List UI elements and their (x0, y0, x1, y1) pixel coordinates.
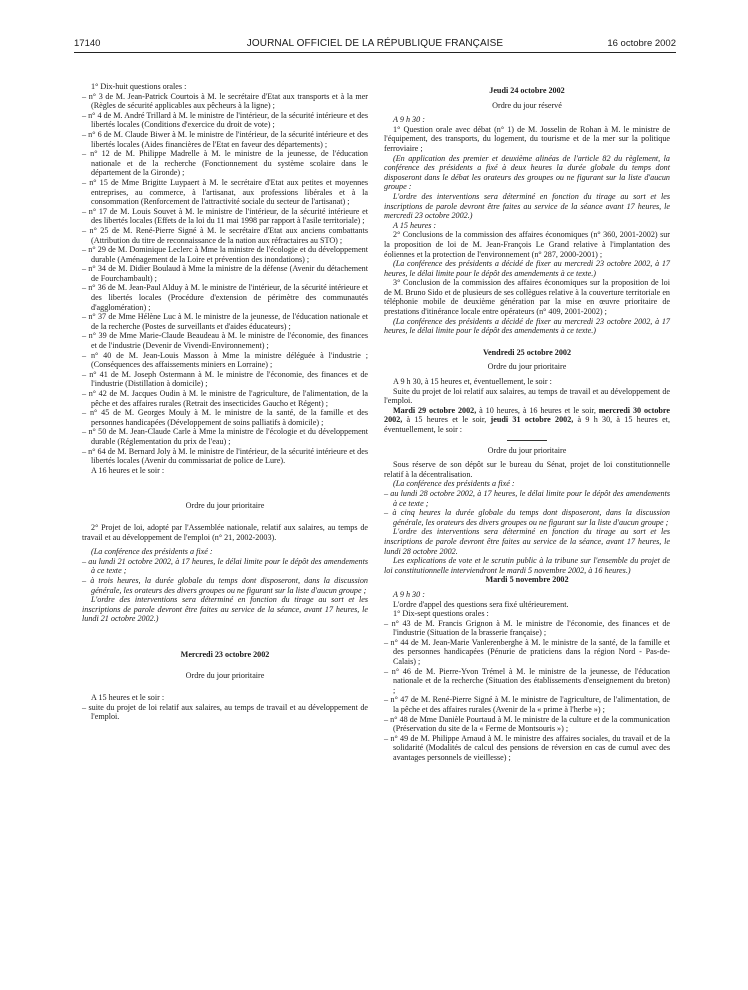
day-heading: Vendredi 25 octobre 2002 (482, 347, 572, 357)
issue-date: 16 octobre 2002 (607, 38, 676, 49)
list-item: – n° 6 de M. Claude Biwer à M. le ministre de l'intérieur, de la sécurité intérieure et des libertés locales (Aides financières de l'Etat en faveur des départements) ; (82, 129, 368, 149)
list-item: – à trois heures, la durée globale du temps dont disposeront, dans la discussion générale, les orateurs des divers groupes ou ne figurant sur la liste d'aucun groupe ; (82, 575, 368, 595)
right-column (384, 86, 670, 763)
day-label: mercredi 30 octobre 2002, (384, 405, 670, 425)
section-subtitle: Ordre du jour réservé (492, 100, 562, 110)
list-item: – n° 46 de M. Pierre-Yvon Trémel à M. le ministre de la jeunesse, de l'éducation nationale et de la recherche (Situation des établissements d'enseignement du breton) ; (384, 666, 670, 695)
application-note: (En application des premier et deuxième alinéas de l'article 82 du règlement, la conférence des présidents a fixé à deux heures la durée globale du temps dont disposeront dans le débat les orateurs des groupes ou ne figurant sur la liste d'aucun groupe : (384, 153, 670, 192)
vendredi-item: Suite du projet de loi relatif aux salaires, au temps de travail et au développement de l'emploi. (384, 386, 670, 406)
list-item: – n° 44 de M. Jean-Marie Vanlerenberghe à M. le ministre de la santé, de la famille et des personnes handicapées (Pénurie de praticiens dans la région Nord - Pas-de-Calais) ; (384, 637, 670, 667)
list-item: – n° 4 de M. André Trillard à M. le ministre de l'intérieur, de la sécurité intérieure et des libertés locales (Conditions d'exercice du droit de vote) ; (82, 110, 368, 130)
section-subtitle: Ordre du jour prioritaire (487, 445, 567, 455)
time-text: à 9 h 30, à 15 heures et, éventuellement, le soir : (384, 415, 670, 434)
conference-end: L'ordre des interventions sera déterminé en fonction du tirage au sort et les inscriptions de parole devront être faites au service de la séance, avant 17 heures, le lundi 21 octobre 2002.) (82, 595, 368, 624)
section-subtitle: Ordre du jour prioritaire (487, 362, 567, 372)
divider (507, 440, 547, 441)
reserve-depot: Sous réserve de son dépôt sur le bureau du Sénat, projet de loi constitutionnelle relatif à la décentralisation. (384, 460, 670, 479)
list-item: – au lundi 21 octobre 2002, à 17 heures, le délai limite pour le dépôt des amendements à ce texte ; (82, 556, 368, 576)
list-item: – n° 41 de M. Joseph Ostermann à M. le ministre de l'économie, des finances et de l'industrie (Distillation à domicile) ; (82, 369, 368, 389)
left-column (82, 82, 368, 722)
list-item: – n° 3 de M. Jean-Patrick Courtois à M. le secrétaire d'Etat aux transports et à la mer (Règles de sécurité applicables aux pêcheurs à la ligne) ; (82, 91, 368, 111)
list-item: – n° 50 de M. Jean-Claude Carle à Mme la ministre de l'écologie et du développement durable (Réglementation du prix de l'eau) ; (82, 427, 368, 446)
list-item: – n° 15 de Mme Brigitte Luypaert à M. le secrétaire d'Etat aux petites et moyennes entreprises, au commerce, à l'artisanat, aux professions libérales et à la consommation (Renforcement de l'attractivité sociale du secteur de l'artisanat) ; (82, 177, 368, 207)
day-label: jeudi 31 octobre 2002, (490, 415, 574, 425)
list-item: – n° 42 de M. Jacques Oudin à M. le ministre de l'agriculture, de l'alimentation, de la pêche et des affaires rurales (Retrait des insecticides Gaucho et Régent) ; (82, 389, 368, 408)
session-time: A 9 h 30 : (393, 115, 425, 125)
list-item: – n° 17 de M. Louis Souvet à M. le ministre de l'intérieur, de la sécurité intérieure et des libertés locales (Effets de la loi du 11 mai 1998 par rapport à l'asile territoriale) ; (82, 206, 368, 226)
time-text: à 15 heures et le soir, (402, 415, 491, 425)
day-label: Mardi 29 octobre 2002, (393, 405, 477, 415)
list-item: – n° 43 de M. Francis Grignon à M. le ministre de l'économie, des finances et de l'industrie (Situation de la brasserie française) ; (384, 618, 670, 638)
session-time: A 9 h 30 : (393, 589, 425, 599)
page-header (74, 38, 676, 53)
conference-intro: (La conférence des présidents a fixé : (393, 479, 515, 489)
day-heading: Mardi 5 novembre 2002 (485, 575, 569, 585)
list-item: – suite du projet de loi relatif aux salaires, au temps de travail et au développement de l'emploi. (82, 702, 368, 722)
conference-note: (La conférence des présidents a décidé de fixer au mercredi 23 octobre 2002, à 17 heures, le délai limite pour le dépôt des amendements à ce texte.) (384, 316, 670, 336)
list-item: – n° 34 de M. Didier Boulaud à Mme la ministre de la défense (Avenir du détachement de Fourchambault) ; (82, 264, 368, 283)
session-time: A 9 h 30, à 15 heures et, éventuellement, le soir : (393, 377, 552, 387)
list-item: – n° 48 de Mme Danièle Pourtaud à M. le ministre de la culture et de la communication (Préservation du site de la « Ferme de Montsouris ») ; (384, 714, 670, 734)
ordre-appel: L'ordre d'appel des questions sera fixé ultérieurement. (393, 599, 569, 609)
multi-day-schedule (384, 406, 670, 435)
list-item: – n° 39 de Mme Marie-Claude Beaudeau à M. le ministre de l'économie, des finances et de l'industrie (Devenir de Vivendi-Environnement) ; (82, 331, 368, 351)
questions-list (384, 619, 670, 763)
conclusions: 3° Conclusion de la commission des affaires économiques sur la proposition de loi de M. Bruno Sido et de plusieurs de ses collègues relative à la couverture territoriale en téléphonie mobile de deuxième génération par la mise en œuvre prioritaire de prestations d'itinérance locale entre opérateurs (n° 409, 2001-2002) ; (384, 278, 670, 317)
conference-intro: (La conférence des présidents a fixé : (91, 547, 213, 557)
application-end: L'ordre des interventions sera déterminé en fonction du tirage au sort et les inscriptions de parole devront être faites au service de la séance avant 17 heures, le mercredi 23 octobre 2002.) (384, 191, 670, 221)
list-item: – n° 29 de M. Dominique Leclerc à Mme la ministre de l'écologie et du développement durable (Aménagement de la Loire et prévention des inondations) ; (82, 245, 368, 264)
questions-intro: 1° Dix-sept questions orales : (393, 609, 489, 619)
projet-loi: 2° Projet de loi, adopté par l'Assemblée nationale, relatif aux salaires, au temps de travail et au développement de l'emploi (n° 21, 2002-2003). (82, 522, 368, 542)
list-item: – n° 36 de M. Jean-Paul Alduy à M. le ministre de l'intérieur, de la sécurité intérieure et des libertés locales (Procédure d'extension de périmètre des communautés d'agglomération) ; (82, 283, 368, 312)
conclusions: 2° Conclusions de la commission des affaires économiques (n° 360, 2001-2002) sur la proposition de loi de M. Jean-François Le Grand relative à l'implantation des éoliennes et la protection de l'environnement (n° 287, 2000-2001) ; (384, 230, 670, 259)
time-text: à 10 heures, à 16 heures et le soir, (476, 405, 599, 415)
page-number: 17140 (74, 38, 101, 49)
conference-note: (La conférence des présidents a décidé de fixer au mercredi 23 octobre 2002, à 17 heures, le délai limite pour le dépôt des amendements à ce texte.) (384, 259, 670, 278)
list-item: – n° 45 de M. Georges Mouly à M. le ministre de la santé, de la famille et des personnes handicapées (Développement de soins palliatifs à domicile) ; (82, 408, 368, 427)
section-subtitle: Ordre du jour prioritaire (185, 671, 265, 681)
session-time: A 15 heures : (393, 220, 437, 230)
afternoon-time: A 16 heures et le soir : (91, 465, 165, 475)
journal-title: JOURNAL OFFICIEL DE LA RÉPUBLIQUE FRANÇAISE (246, 38, 504, 49)
questions-intro: 1° Dix-huit questions orales : (91, 82, 187, 91)
list-item: – n° 47 de M. René-Pierre Signé à M. le ministre de l'agriculture, de l'alimentation, de la pêche et des affaires rurales (Avenir de la « prime à l'herbe ») ; (384, 695, 670, 715)
list-item: – n° 64 de M. Bernard Joly à M. le ministre de l'intérieur, de la sécurité intérieure et des libertés locales (Avenir du commissariat de police de Lure). (82, 446, 368, 466)
questions-list (82, 92, 368, 466)
list-item: – n° 37 de Mme Hélène Luc à M. le ministre de la jeunesse, de l'éducation nationale et de la recherche (Postes de surveillants et d'aides éducateurs) ; (82, 312, 368, 331)
question-orale: 1° Question orale avec débat (n° 1) de M. Josselin de Rohan à M. le ministre de l'équipement, des transports, du logement, du tourisme et de la mer sur la politique ferroviaire ; (384, 124, 670, 153)
day-heading: Mercredi 23 octobre 2002 (180, 649, 270, 659)
list-item: – n° 12 de M. Philippe Madrelle à M. le ministre de la jeunesse, de l'éducation nationale et de la recherche (Fonctionnement du système scolaire dans le département de la Gironde) ; (82, 149, 368, 178)
list-item: – à cinq heures la durée globale du temps dont disposeront, dans la discussion générale, les orateurs des divers groupes ou ne figurant sur la liste d'aucun groupe ; (384, 508, 670, 527)
conference-end: L'ordre des interventions sera déterminé en fonction du tirage au sort et les inscriptions de parole devront être faites au service de la séance, avant 17 heures, le lundi 28 octobre 2002. (384, 527, 670, 556)
section-subtitle: Ordre du jour prioritaire (185, 501, 265, 511)
session-time: A 15 heures et le soir : (91, 693, 165, 703)
list-item: – au lundi 28 octobre 2002, à 17 heures, le délai limite pour le dépôt des amendements à ce texte ; (384, 488, 670, 508)
day-heading: Jeudi 24 octobre 2002 (489, 86, 565, 95)
conference-vote: Les explications de vote et le scrutin public à la tribune sur l'ensemble du projet de loi constitutionnelle interviendront le mardi 5 novembre 2002, à 16 heures.) (384, 556, 670, 575)
list-item: – n° 49 de M. Philippe Arnaud à M. le ministre des affaires sociales, du travail et de la solidarité (Modalités de calcul des pensions de réversion en cas de cumul avec des avantages personnels de vieillesse) ; (384, 733, 670, 762)
list-item: – n° 40 de M. Jean-Louis Masson à Mme la ministre déléguée à l'industrie ; (Conséquences des affaissements miniers en Lorraine) ; (82, 350, 368, 370)
list-item: – n° 25 de M. René-Pierre Signé à M. le secrétaire d'Etat aux anciens combattants (Attribution du titre de reconnaissance de la nation aux réfractaires au STO) ; (82, 225, 368, 245)
